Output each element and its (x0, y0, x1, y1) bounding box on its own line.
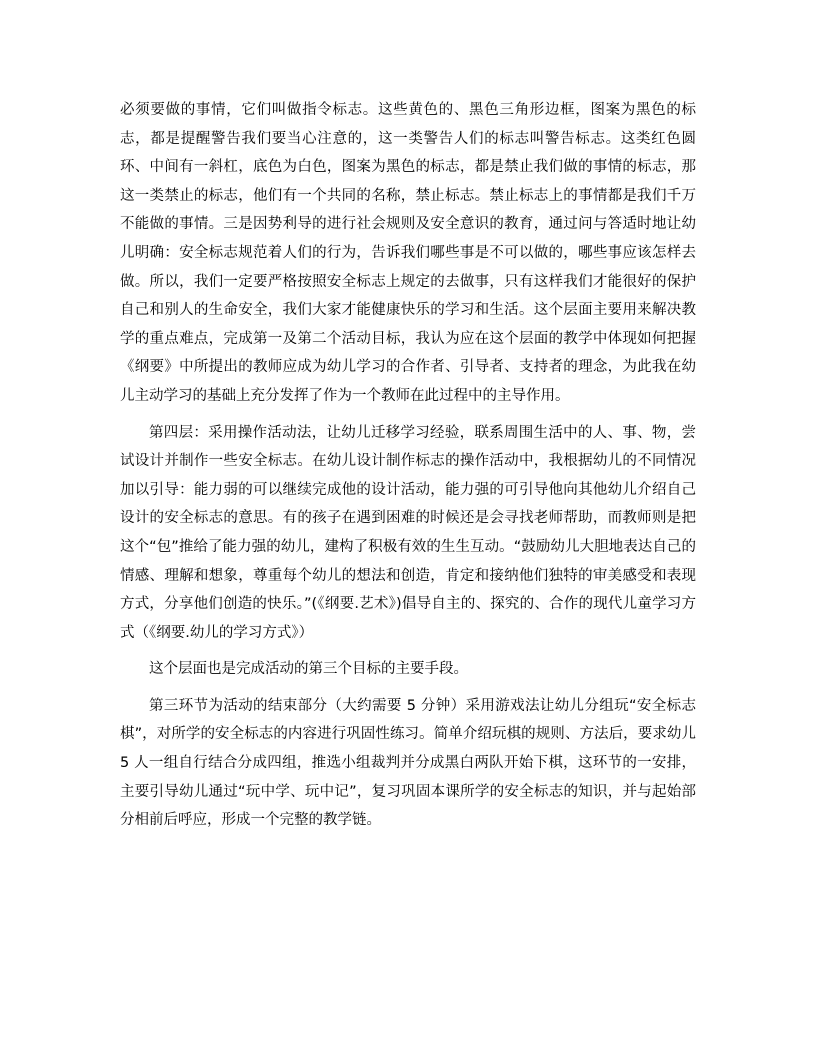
paragraph-fourth-level: 第四层：采用操作活动法，让幼儿迁移学习经验，联系周围生活中的人、事、物，尝试设计并制作一些安全标志。在幼儿设计制作标志的操作活动中，我根据幼儿的不同情况加以引导：能力弱的可以继续完成他的设计活动，能力强的可引导他向其他幼儿介绍自己设计的安全标志的意思。有的孩子在遇到困难的时候还是会寻找老师帮助，而教师则是把这个“包”推给了能力强的幼儿，建构了积极有效的生生互动。“鼓励幼儿大胆地表达自己的情感、理解和想象，尊重每个幼儿的想法和创造，肯定和接纳他们独特的审美感受和表现方式，分享他们创造的快乐。”(《纲要.艺术》)倡导自主的、探究的、合作的现代儿童学习方式（《纲要.幼儿的学习方式》） (120, 424, 696, 641)
paragraph-closing-section: 第三环节为活动的结束部分（大约需要 5 分钟）采用游戏法让幼儿分组玩“安全标志棋”，对所学的安全标志的内容进行巩固性练习。简单介绍玩棋的规则、方法后，要求幼儿 5 人一组自行结合分成四组，推选小组裁判并分成黑白两队开始下棋，这环节的一安排，主要引导幼儿通过“玩中学、玩中记”，复习巩固本课所学的安全标志的知识，并与起始部分相前后呼应，形成一个完整的教学链。 (120, 697, 696, 829)
paragraph-third-goal: 这个层面也是完成活动的第三个目标的主要手段。 (149, 661, 468, 678)
paragraph-safety-signs: 必须要做的事情，它们叫做指令标志。这些黄色的、黑色三角形边框，图案为黑色的标志，都是提醒警告我们要当心注意的，这一类警告人们的标志叫警告标志。这类红色圆环、中间有一斜杠，底色为白色，图案为黑色的标志，都是禁止我们做的事情的标志，那这一类禁止的标志，他们有一个共同的名称，禁止标志。禁止标志上的事情都是我们千万不能做的事情。三是因势利导的进行社会规则及安全意识的教育，通过问与答适时地让幼儿明确：安全标志规范着人们的行为，告诉我们哪些事是不可以做的，哪些事应该怎样去做。所以，我们一定要严格按照安全标志上规定的去做事，只有这样我们才能很好的保护自己和别人的生命安全，我们大家才能健康快乐的学习和生活。这个层面主要用来解决教学的重点难点，完成第一及第二个活动目标，我认为应在这个层面的教学中体现如何把握《纲要》中所提出的教师应成为幼儿学习的合作者、引导者、支持者的理念，为此我在幼儿主动学习的基础上充分发挥了作为一个教师在此过程中的主导作用。 (120, 102, 696, 404)
document-body (120, 96, 696, 835)
